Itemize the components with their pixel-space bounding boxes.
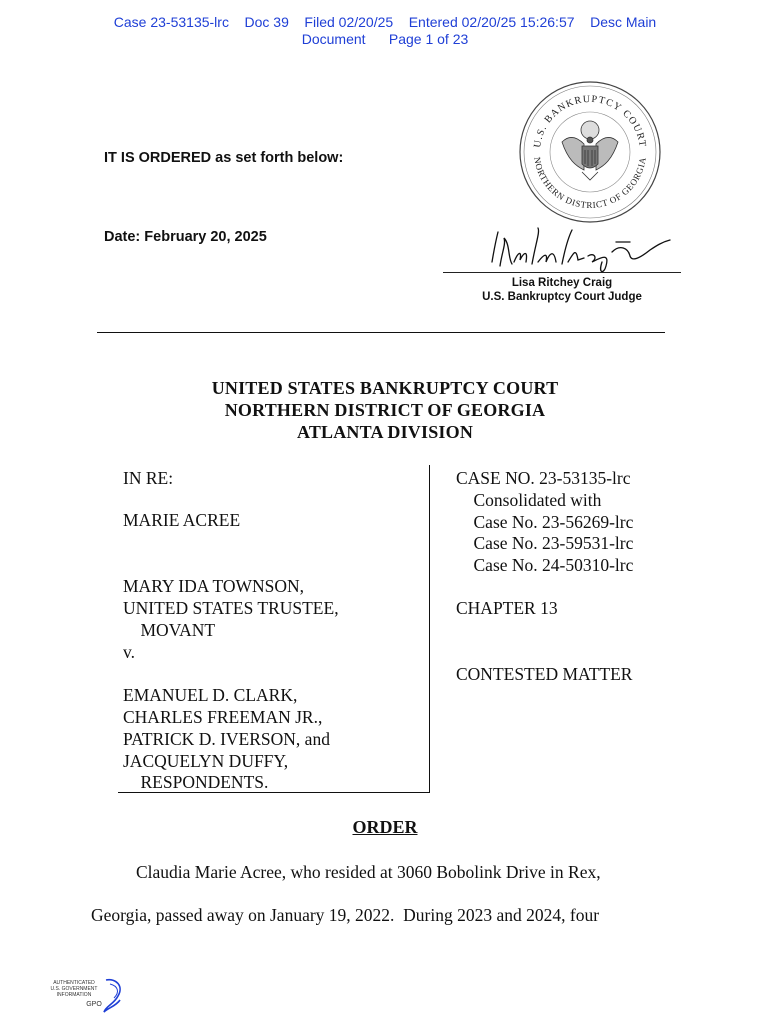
gpo-line1: AUTHENTICATED [53,980,95,986]
order-heading: ORDER [352,817,418,837]
caption-respondent-line2: CHARLES FREEMAN JR., [123,707,323,727]
judge-title: U.S. Bankruptcy Court Judge [482,291,642,303]
caption-respondent-line3: PATRICK D. IVERSON, and [123,729,330,749]
chapter-label: CHAPTER 13 [456,598,558,618]
case-number-2: Case No. 23-56269-lrc [456,512,634,532]
filing-stamp-line1: Case 23-53135-lrc Doc 39 Filed 02/20/25 Entered 02/20/25 15:26:57 Desc Main [113,14,657,30]
gpo-line2: U.S. GOVERNMENT [50,986,98,992]
consolidated-label: Consolidated with [456,490,602,510]
case-number-4: Case No. 24-50310-lrc [456,555,634,575]
caption-respondent-line4: JACQUELYN DUFFY, [123,751,289,771]
caption-movant-line2: UNITED STATES TRUSTEE, [123,598,339,618]
caption-in-re: IN RE: [123,468,174,488]
caption-movant-line1: MARY IDA TOWNSON, [123,576,305,596]
caption-divider-vertical [429,465,430,793]
caption-respondent-line1: EMANUEL D. CLARK, [123,685,298,705]
header-divider [97,332,665,333]
filing-stamp-line2: Document Page 1 of 23 [301,31,469,47]
court-district: NORTHERN DISTRICT OF GEORGIA [224,400,546,420]
seal-bottom-text: NORTHERN DISTRICT OF GEORGIA [532,156,648,211]
court-division: ATLANTA DIVISION [296,422,474,442]
gpo-authenticated-logo-icon [44,976,130,1016]
order-body-line1: Claudia Marie Acree, who resided at 3060 Bobolink Drive in Rex, [136,862,601,882]
gpo-mark: GPO [86,1001,102,1008]
court-name: UNITED STATES BANKRUPTCY COURT [211,378,559,398]
ordered-statement: IT IS ORDERED as set forth below: [104,150,344,166]
caption-movant-line3: MOVANT [123,620,216,640]
case-number: CASE NO. 23-53135-lrc [456,468,631,488]
judge-name: Lisa Ritchey Craig [511,277,613,289]
order-date: Date: February 20, 2025 [104,229,267,245]
case-number-3: Case No. 23-59531-lrc [456,533,634,553]
order-body-line2: Georgia, passed away on January 19, 2022. During 2023 and 2024, four [91,905,600,925]
caption-versus: v. [123,642,135,662]
judge-signature [480,222,680,276]
gpo-line3: INFORMATION [56,992,92,998]
caption-debtor: MARIE ACREE [123,510,241,530]
contested-matter-label: CONTESTED MATTER [456,664,633,684]
caption-respondent-line5: RESPONDENTS. [123,772,269,792]
court-seal-icon [518,80,662,224]
signature-line [443,272,681,273]
seal-top-text: U.S. BANKRUPTCY COURT [532,93,648,149]
caption-divider-horizontal [118,792,430,793]
